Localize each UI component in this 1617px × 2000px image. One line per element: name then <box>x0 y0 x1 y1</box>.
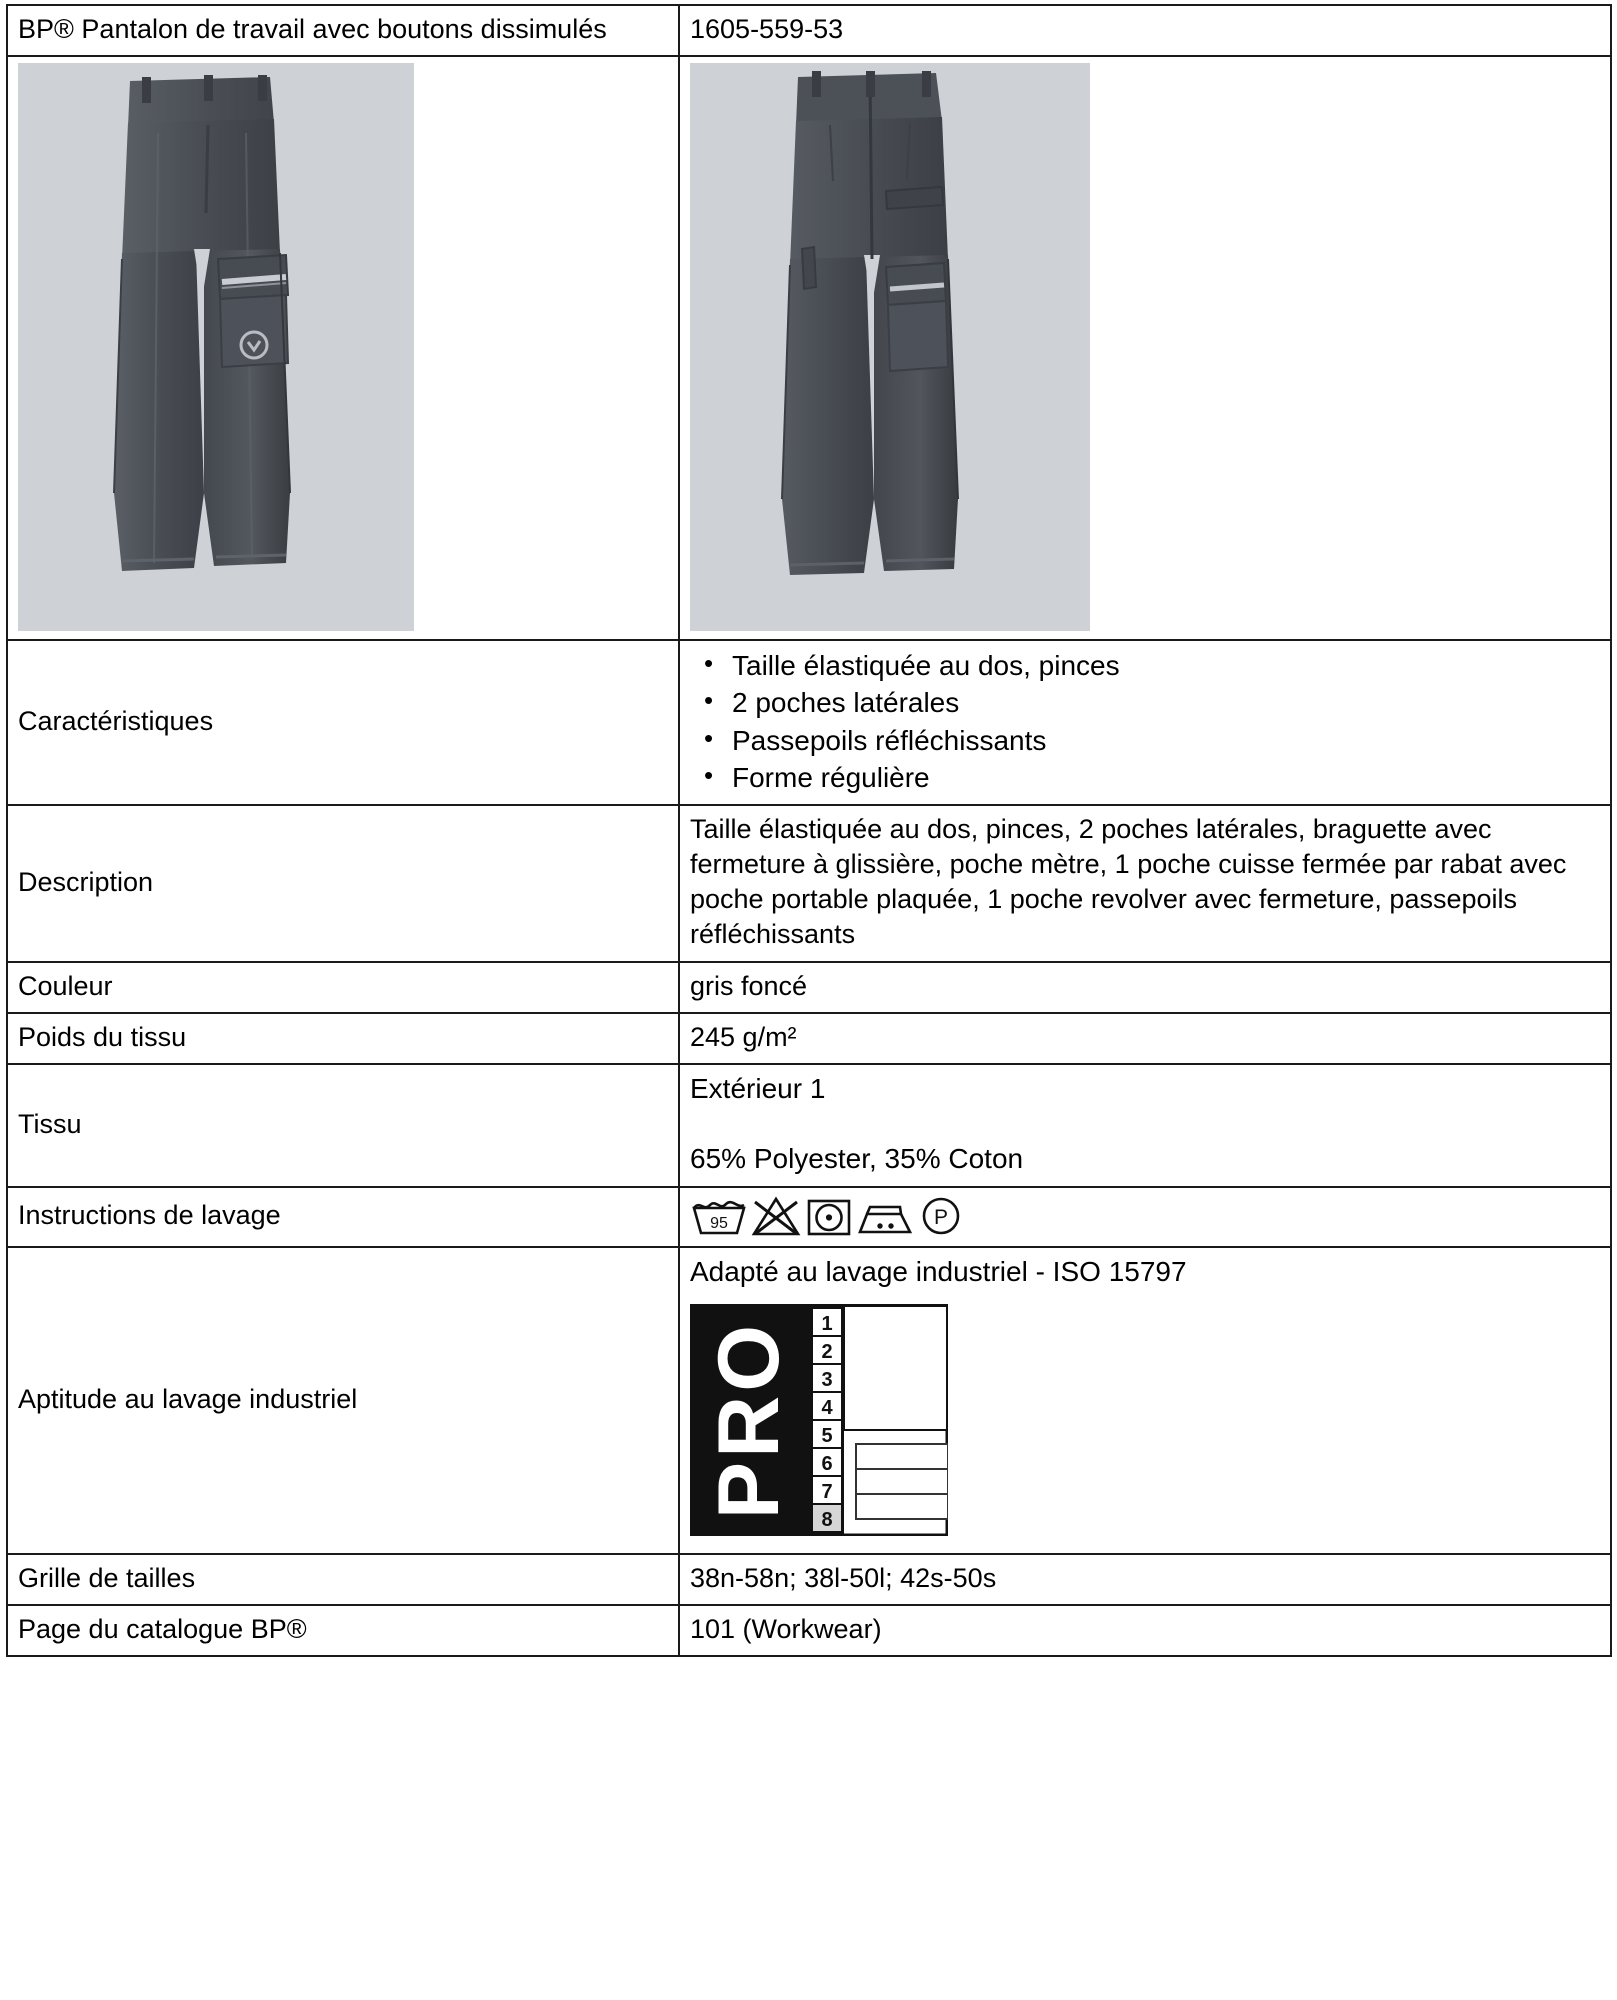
table-row-catalogue-page <box>7 1605 1611 1656</box>
dry-clean-p-icon <box>916 1194 966 1238</box>
table-row-characteristics <box>7 640 1611 805</box>
product-image-front-cell <box>7 56 679 640</box>
value-size-grid: 38n-58n; 38l-50l; 42s-50s <box>679 1554 1611 1605</box>
fabric-composition: 65% Polyester, 35% Coton <box>690 1143 1024 1175</box>
table-row-description <box>7 805 1611 961</box>
label-industrial-washing: Aptitude au lavage industriel <box>7 1247 679 1554</box>
pro-rating-badge-icon <box>690 1304 1600 1545</box>
product-spec-table <box>6 4 1612 1657</box>
value-characteristics <box>679 640 1611 805</box>
label-catalogue-page: Page du catalogue BP® <box>7 1605 679 1656</box>
svg-text:3: 3 <box>821 1368 833 1391</box>
table-row-washing-instructions <box>7 1187 1611 1247</box>
table-row-color <box>7 962 1611 1013</box>
label-fabric-weight: Poids du tissu <box>7 1013 679 1064</box>
product-title: BP® Pantalon de travail avec boutons dissimulés <box>7 5 679 56</box>
svg-text:PRO: PRO <box>701 1320 797 1520</box>
table-row-fabric-weight <box>7 1013 1611 1064</box>
tumble-dry-low-icon <box>804 1194 854 1238</box>
iron-two-dots-icon <box>854 1194 916 1238</box>
trousers-front-illustration <box>18 63 414 631</box>
care-symbol-row <box>690 1194 1600 1238</box>
label-size-grid: Grille de tailles <box>7 1554 679 1605</box>
svg-text:5: 5 <box>821 1424 833 1447</box>
value-industrial-washing <box>679 1247 1611 1554</box>
label-color: Couleur <box>7 962 679 1013</box>
table-row-size-grid <box>7 1554 1611 1605</box>
table-row-header <box>7 5 1611 56</box>
svg-text:2: 2 <box>821 1340 833 1363</box>
industrial-washing-headline: Adapté au lavage industriel - ISO 15797 <box>690 1255 1187 1287</box>
label-description: Description <box>7 805 679 961</box>
value-description: Taille élastiquée au dos, pinces, 2 poches latérales, braguette avec fermeture à glissière, poche mètre, 1 poche cuisse fermée par rabat avec poche portable plaquée, 1 poche revolver avec fermeture, passepoils réfléchissants <box>679 805 1611 961</box>
list-item: • 2 poches latérales <box>732 684 1600 721</box>
svg-text:6: 6 <box>821 1452 833 1475</box>
list-item: • Taille élastiquée au dos, pinces <box>732 647 1600 684</box>
product-image-back-cell <box>679 56 1611 640</box>
list-item: • Forme régulière <box>732 759 1600 796</box>
svg-text:4: 4 <box>821 1396 833 1419</box>
fabric-layer: Extérieur 1 <box>690 1072 826 1104</box>
spacer <box>690 1107 1600 1141</box>
value-fabric-weight: 245 g/m² <box>679 1013 1611 1064</box>
trousers-back-illustration <box>690 63 1090 631</box>
svg-text:95: 95 <box>710 1214 728 1232</box>
table-row-images <box>7 56 1611 640</box>
label-washing-instructions: Instructions de lavage <box>7 1187 679 1247</box>
svg-text:7: 7 <box>821 1480 833 1503</box>
product-image-back <box>690 63 1090 631</box>
label-fabric: Tissu <box>7 1064 679 1187</box>
value-catalogue-page: 101 (Workwear) <box>679 1605 1611 1656</box>
characteristics-list <box>690 647 1600 796</box>
list-item: • Passepoils réfléchissants <box>732 722 1600 759</box>
value-washing-instructions <box>679 1187 1611 1247</box>
svg-text:1: 1 <box>821 1312 833 1335</box>
value-fabric <box>679 1064 1611 1187</box>
label-characteristics: Caractéristiques <box>7 640 679 805</box>
do-not-bleach-icon <box>748 1194 804 1238</box>
product-image-front <box>18 63 414 631</box>
article-number: 1605-559-53 <box>679 5 1611 56</box>
table-row-fabric <box>7 1064 1611 1187</box>
wash-tub-95-icon <box>690 1194 748 1238</box>
table-row-industrial-washing <box>7 1247 1611 1554</box>
value-color: gris foncé <box>679 962 1611 1013</box>
svg-text:8: 8 <box>821 1508 833 1531</box>
svg-text:P: P <box>933 1205 949 1229</box>
